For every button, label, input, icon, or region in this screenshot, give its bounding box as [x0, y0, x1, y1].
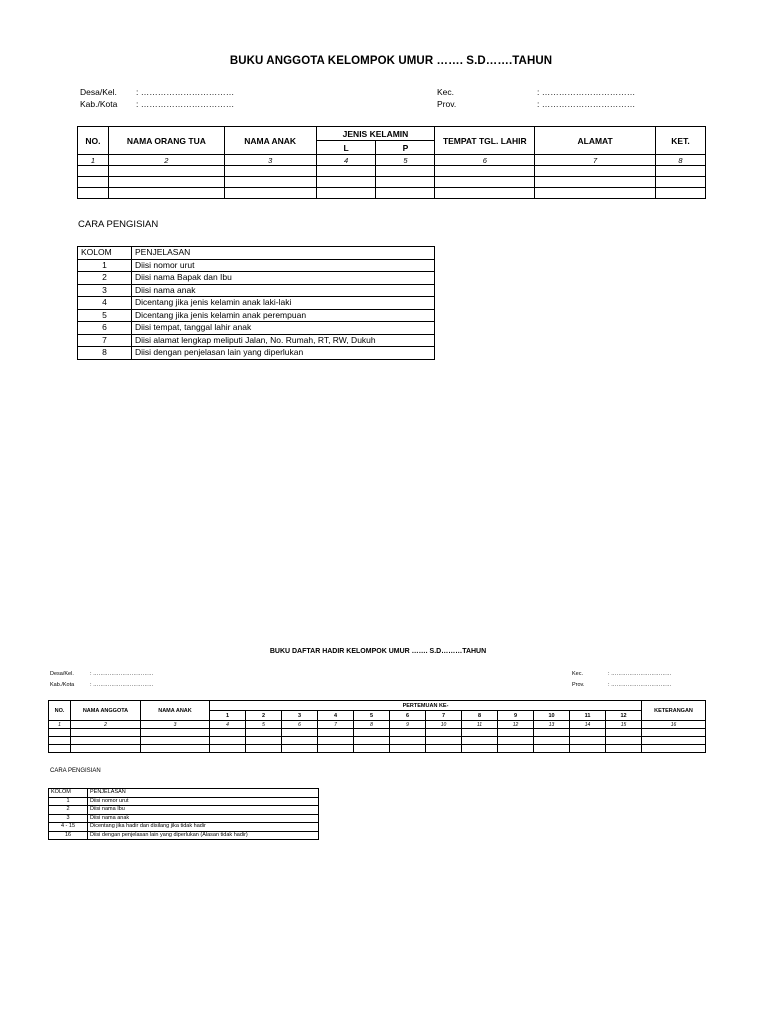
instruction-row — [49, 814, 319, 823]
instruction-kolom: 3 — [78, 284, 132, 297]
col-header-l: L — [316, 141, 376, 155]
col-header-no: NO. — [78, 127, 109, 155]
instruction-row — [78, 347, 435, 360]
cara-pengisian-heading: CARA PENGISIAN — [50, 768, 101, 774]
prov-label: Prov. — [572, 682, 585, 688]
instruction-row — [49, 831, 319, 840]
meeting-header: 9 — [498, 711, 534, 721]
form2-title: BUKU DAFTAR HADIR KELOMPOK UMUR ……. S.D………TAHUN — [269, 648, 487, 655]
col-header-tempat-tgl-lahir: TEMPAT TGL. LAHIR — [435, 127, 535, 155]
instruction-kolom: 4 — [78, 297, 132, 310]
instruction-kolom: 2 — [78, 272, 132, 285]
col-header-alamat: ALAMAT — [535, 127, 656, 155]
form2-desa-field — [50, 671, 154, 677]
instruction-text: Diisi nama anak — [88, 814, 319, 823]
instruction-row — [49, 797, 319, 806]
col-header-keterangan: KETERANGAN — [642, 701, 706, 721]
instruction-kolom: 16 — [49, 831, 88, 840]
col-number: 3 — [141, 721, 210, 729]
instructions-header-row — [78, 247, 435, 260]
col-number: 5 — [376, 155, 435, 166]
instruction-text: Diisi nama Bapak dan Ibu — [132, 272, 435, 285]
col-header-ket: KET. — [656, 127, 706, 155]
col-header-no: NO. — [49, 701, 71, 721]
instruction-text: Diisi dengan penjelasan lain yang diperlukan (Alasan tidak hadir) — [88, 831, 319, 840]
instruction-text: Diisi tempat, tanggal lahir anak — [132, 322, 435, 335]
col-number: 16 — [642, 721, 706, 729]
instructions-table — [77, 246, 435, 360]
table-row — [49, 737, 706, 745]
instruction-row — [78, 297, 435, 310]
column-number-row — [49, 721, 706, 729]
meeting-header: 3 — [282, 711, 318, 721]
kolom-header: KOLOM — [78, 247, 132, 260]
instruction-row — [78, 284, 435, 297]
form1-kec-field — [437, 87, 635, 97]
col-number: 5 — [246, 721, 282, 729]
column-number-row — [78, 155, 706, 166]
instruction-row — [78, 322, 435, 335]
col-number: 1 — [49, 721, 71, 729]
col-number: 7 — [535, 155, 656, 166]
table-row — [78, 188, 706, 199]
col-header-jenis-kelamin: JENIS KELAMIN — [316, 127, 435, 141]
instruction-kolom: 5 — [78, 309, 132, 322]
kab-label: Kab./Kota — [50, 682, 75, 688]
col-number: 3 — [224, 155, 316, 166]
form2-kec-field — [572, 671, 672, 677]
attendance-table — [48, 700, 706, 753]
instruction-kolom: 7 — [78, 334, 132, 347]
instruction-text: Dicentang jika jenis kelamin anak perempuan — [132, 309, 435, 322]
kolom-header: KOLOM — [49, 789, 88, 798]
meeting-header: 4 — [318, 711, 354, 721]
instruction-kolom: 6 — [78, 322, 132, 335]
meeting-header: 5 — [354, 711, 390, 721]
kec-value: : …………………………… — [608, 671, 672, 677]
col-number: 8 — [354, 721, 390, 729]
instruction-row — [49, 806, 319, 815]
instruction-kolom: 4 - 15 — [49, 823, 88, 832]
desa-label: Desa/Kel. — [80, 87, 117, 97]
table-row — [78, 177, 706, 188]
meeting-header: 6 — [390, 711, 426, 721]
meeting-header: 12 — [606, 711, 642, 721]
meeting-header: 1 — [210, 711, 246, 721]
table-row — [78, 166, 706, 177]
col-number: 8 — [656, 155, 706, 166]
table-row — [49, 745, 706, 753]
desa-value: : …………………………… — [90, 671, 154, 677]
instruction-kolom: 3 — [49, 814, 88, 823]
kab-value: : …………………………… — [90, 682, 154, 688]
col-number: 2 — [108, 155, 224, 166]
instruction-row — [78, 272, 435, 285]
col-number: 1 — [78, 155, 109, 166]
member-table — [77, 126, 706, 199]
col-number: 9 — [390, 721, 426, 729]
col-number: 6 — [282, 721, 318, 729]
col-number: 2 — [71, 721, 141, 729]
instruction-kolom: 1 — [49, 797, 88, 806]
meeting-header: 7 — [426, 711, 462, 721]
instruction-text: Diisi dengan penjelasan lain yang diperlukan — [132, 347, 435, 360]
instruction-text: Diisi nomor urut — [88, 797, 319, 806]
instructions-table — [48, 788, 319, 840]
instructions-header-row — [49, 789, 319, 798]
instruction-text: Diisi alamat lengkap meliputi Jalan, No. Rumah, RT, RW, Dukuh — [132, 334, 435, 347]
desa-value: : …………………………… — [136, 87, 235, 97]
instruction-row — [78, 259, 435, 272]
kec-label: Kec. — [437, 87, 455, 97]
form1-prov-field — [437, 99, 635, 109]
col-number: 4 — [210, 721, 246, 729]
col-number: 6 — [435, 155, 535, 166]
kab-label: Kab./Kota — [80, 99, 118, 109]
instruction-row — [78, 334, 435, 347]
form1-title: BUKU ANGGOTA KELOMPOK UMUR ……. S.D…….TAHUN — [229, 55, 553, 67]
instruction-row — [78, 309, 435, 322]
col-header-p: P — [376, 141, 435, 155]
instruction-kolom: 8 — [78, 347, 132, 360]
instruction-kolom: 2 — [49, 806, 88, 815]
kec-label: Kec. — [572, 671, 584, 677]
desa-label: Desa/Kel. — [50, 671, 74, 677]
cara-pengisian-heading: CARA PENGISIAN — [78, 219, 159, 230]
col-header-nama-anggota: NAMA ANGGOTA — [71, 701, 141, 721]
meeting-header: 8 — [462, 711, 498, 721]
form2-kab-field — [50, 682, 154, 688]
col-header-pertemuan: PERTEMUAN KE- — [210, 701, 642, 711]
kab-value: : …………………………… — [136, 99, 235, 109]
col-number: 12 — [498, 721, 534, 729]
meeting-header: 11 — [570, 711, 606, 721]
prov-value: : …………………………… — [537, 99, 636, 109]
form1-kab-field — [80, 99, 234, 109]
col-header-nama-orang-tua: NAMA ORANG TUA — [108, 127, 224, 155]
instruction-row — [49, 823, 319, 832]
col-header-nama-anak: NAMA ANAK — [224, 127, 316, 155]
prov-value: : …………………………… — [608, 682, 672, 688]
col-number: 10 — [426, 721, 462, 729]
instruction-text: Diisi nomor urut — [132, 259, 435, 272]
col-number: 14 — [570, 721, 606, 729]
kec-value: : …………………………… — [537, 87, 636, 97]
instruction-text: Dicentang jika jenis kelamin anak laki-laki — [132, 297, 435, 310]
col-number: 11 — [462, 721, 498, 729]
col-header-nama-anak: NAMA ANAK — [141, 701, 210, 721]
col-number: 13 — [534, 721, 570, 729]
penjelasan-header: PENJELASAN — [88, 789, 319, 798]
table-row — [49, 729, 706, 737]
col-number: 7 — [318, 721, 354, 729]
col-number: 15 — [606, 721, 642, 729]
instruction-text: Diisi nama anak — [132, 284, 435, 297]
form1-desa-field — [80, 87, 234, 97]
penjelasan-header: PENJELASAN — [132, 247, 435, 260]
instruction-text: Dicentang jika hadir dan disilang jika tidak hadir — [88, 823, 319, 832]
form2-prov-field — [572, 682, 672, 688]
instruction-kolom: 1 — [78, 259, 132, 272]
meeting-header: 10 — [534, 711, 570, 721]
meeting-header: 2 — [246, 711, 282, 721]
prov-label: Prov. — [437, 99, 457, 109]
instruction-text: Diisi nama Ibu — [88, 806, 319, 815]
col-number: 4 — [316, 155, 376, 166]
